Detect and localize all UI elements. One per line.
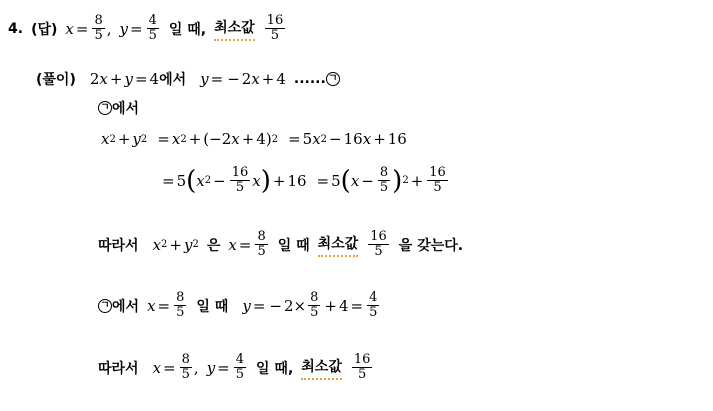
step1-dots: ...... — [293, 71, 326, 87]
answer-min-label: 최소값 — [214, 17, 255, 41]
conclusion-line-1: 따라서 x 2 + y 2 은 x = $\frac{8}{5}$ 일 때 최소값 $\frac{16}{5}$ 을 갖는다. — [98, 229, 464, 259]
answer-y-fraction: $\frac{4}{5}$ — [148, 13, 157, 43]
problem-number: 4. — [8, 20, 24, 37]
conclusion1-prefix: 따라서 — [98, 237, 139, 254]
answer-min-fraction: $\frac{16}{5}$ — [266, 13, 284, 43]
solution-label: (풀이) — [36, 72, 76, 88]
marker-circle-1: ㄱ — [326, 72, 340, 86]
solution-line-3: x 2 + y 2 = x 2 + (−2 x + 4) 2 = 5 x 2 − 16 x + 16 — [101, 130, 407, 148]
step1-from: 에서 — [159, 72, 187, 88]
answer-line: 4. (답) x = $\frac{8}{5}$ , y = $\frac{4}{5}$ 일 때, 최소값 $\frac{16}{5}$ — [8, 13, 284, 43]
solution-line-4: = 5 ( x 2 − $\frac{16}{5}$ x ) + 16 = 5 ( x − $\frac{8}{5}$ ) 2 + $\frac{16}{5}$ — [162, 165, 446, 196]
solution-line-1: (풀이) 2 x + y = 4 에서 y = − 2 x + 4 ...... ㄱ — [36, 69, 340, 89]
answer-label: (답) — [31, 21, 58, 38]
solution-line-5: ㄱ 에서 x = $\frac{8}{5}$ 일 때 y = − 2× $\frac{8}{5}$ + 4 = $\frac{4}{5}$ — [98, 291, 381, 320]
solution-line-2: ㄱ 에서 — [98, 98, 139, 118]
answer-x-fraction: $\frac{8}{5}$ — [94, 13, 103, 43]
conclusion-line-2: 따라서 x = $\frac{8}{5}$ , y = $\frac{4}{5}$ 일 때, 최소값 $\frac{16}{5}$ — [98, 352, 371, 382]
marker-circle-2: ㄱ — [98, 101, 112, 115]
answer-when: 일 때, — [168, 21, 207, 38]
marker-circle-3: ㄱ — [98, 299, 112, 313]
